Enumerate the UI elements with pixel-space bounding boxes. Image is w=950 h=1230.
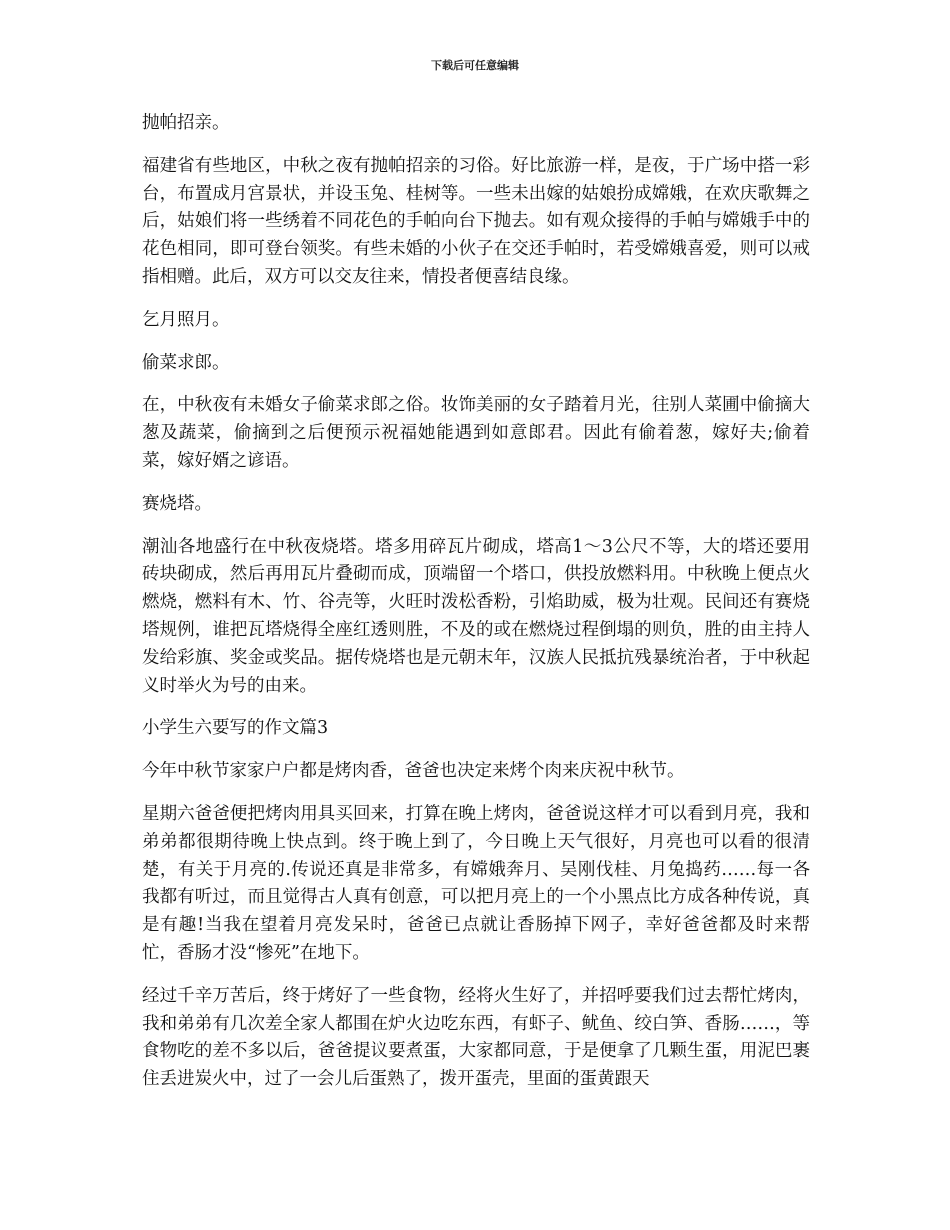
paragraph: 乞月照月。 — [142, 309, 230, 330]
paragraph: 今年中秋节家家户户都是烤肉香，爸爸也决定来烤个肉来庆祝中秋节。 — [142, 761, 685, 782]
document-body — [142, 110, 810, 1109]
paragraph: 抛帕招亲。 — [142, 113, 230, 133]
page-header-note: 下载后可任意编辑 — [431, 59, 519, 72]
section-heading: 小学生六要写的作文篇3 — [142, 718, 329, 739]
paragraph: 在，中秋夜有未婚女子偷菜求郎之俗。妆饰美丽的女子踏着月光，往别人菜圃中偷摘大葱及蔬菜，偷摘到之后便预示祝福她能遇到如意郎君。因此有偷着葱，嫁好夫;偷着菜，嫁好婿之谚语。 — [142, 395, 810, 471]
paragraph: 潮汕各地盛行在中秋夜烧塔。塔多用碎瓦片砌成，塔高1～3公尺不等，大的塔还要用砖块砌成，然后再用瓦片叠砌而成，顶端留一个塔口，供投放燃料用。中秋晚上便点火燃烧，燃料有木、竹、谷壳等，火旺时泼松香粉，引焰助威，极为壮观。民间还有赛烧塔规例，谁把瓦塔烧得全座红透则胜，不及的或在燃烧过程倒塌的则负，胜的由主持人发给彩旗、奖金或奖品。据传烧塔也是元朝末年，汉族人民抵抗残暴统治者，于中秋起义时举火为号的由来。 — [142, 536, 810, 696]
paragraph: 偷菜求郎。 — [142, 352, 230, 373]
paragraph: 星期六爸爸便把烤肉用具买回来，打算在晚上烤肉，爸爸说这样才可以看到月亮，我和弟弟都很期待晚上快点到。终于晚上到了，今日晚上天气很好，月亮也可以看的很清楚，有关于月亮的.传说还真是非常多，有嫦娥奔月、吴刚伐桂、月兔捣药……每一各我都有听过，而且觉得古人真有创意，可以把月亮上的一个小黑点比方成各种传说，真是有趣!当我在望着月亮发呆时，爸爸已点就让香肠掉下网子，幸好爸爸都及时来帮忙，香肠才没“惨死”在地下。 — [142, 803, 810, 963]
paragraph: 福建省有些地区，中秋之夜有抛帕招亲的习俗。好比旅游一样，是夜，于广场中搭一彩台，布置成月宫景状，并设玉兔、桂树等。一些未出嫁的姑娘扮成嫦娥，在欢庆歌舞之后，姑娘们将一些绣着不同花色的手帕向台下抛去。如有观众接得的手帕与嫦娥手中的花色相同，即可登台领奖。有些未婚的小伙子在交还手帕时，若受嫦娥喜爱，则可以戒指相赠。此后，双方可以交友往来，情投者便喜结良缘。 — [142, 155, 810, 287]
paragraph: 赛烧塔。 — [142, 493, 212, 514]
paragraph: 经过千辛万苦后，终于烤好了一些食物，经将火生好了，并招呼要我们过去帮忙烤肉，我和弟弟有几次差全家人都围在炉火边吃东西，有虾子、鱿鱼、绞白笋、香肠……，等食物吃的差不多以后，爸爸提议要煮蛋，大家都同意，于是便拿了几颗生蛋，用泥巴裹住丢进炭火中，过了一会儿后蛋熟了，拨开蛋壳，里面的蛋黄跟天 — [142, 985, 810, 1090]
